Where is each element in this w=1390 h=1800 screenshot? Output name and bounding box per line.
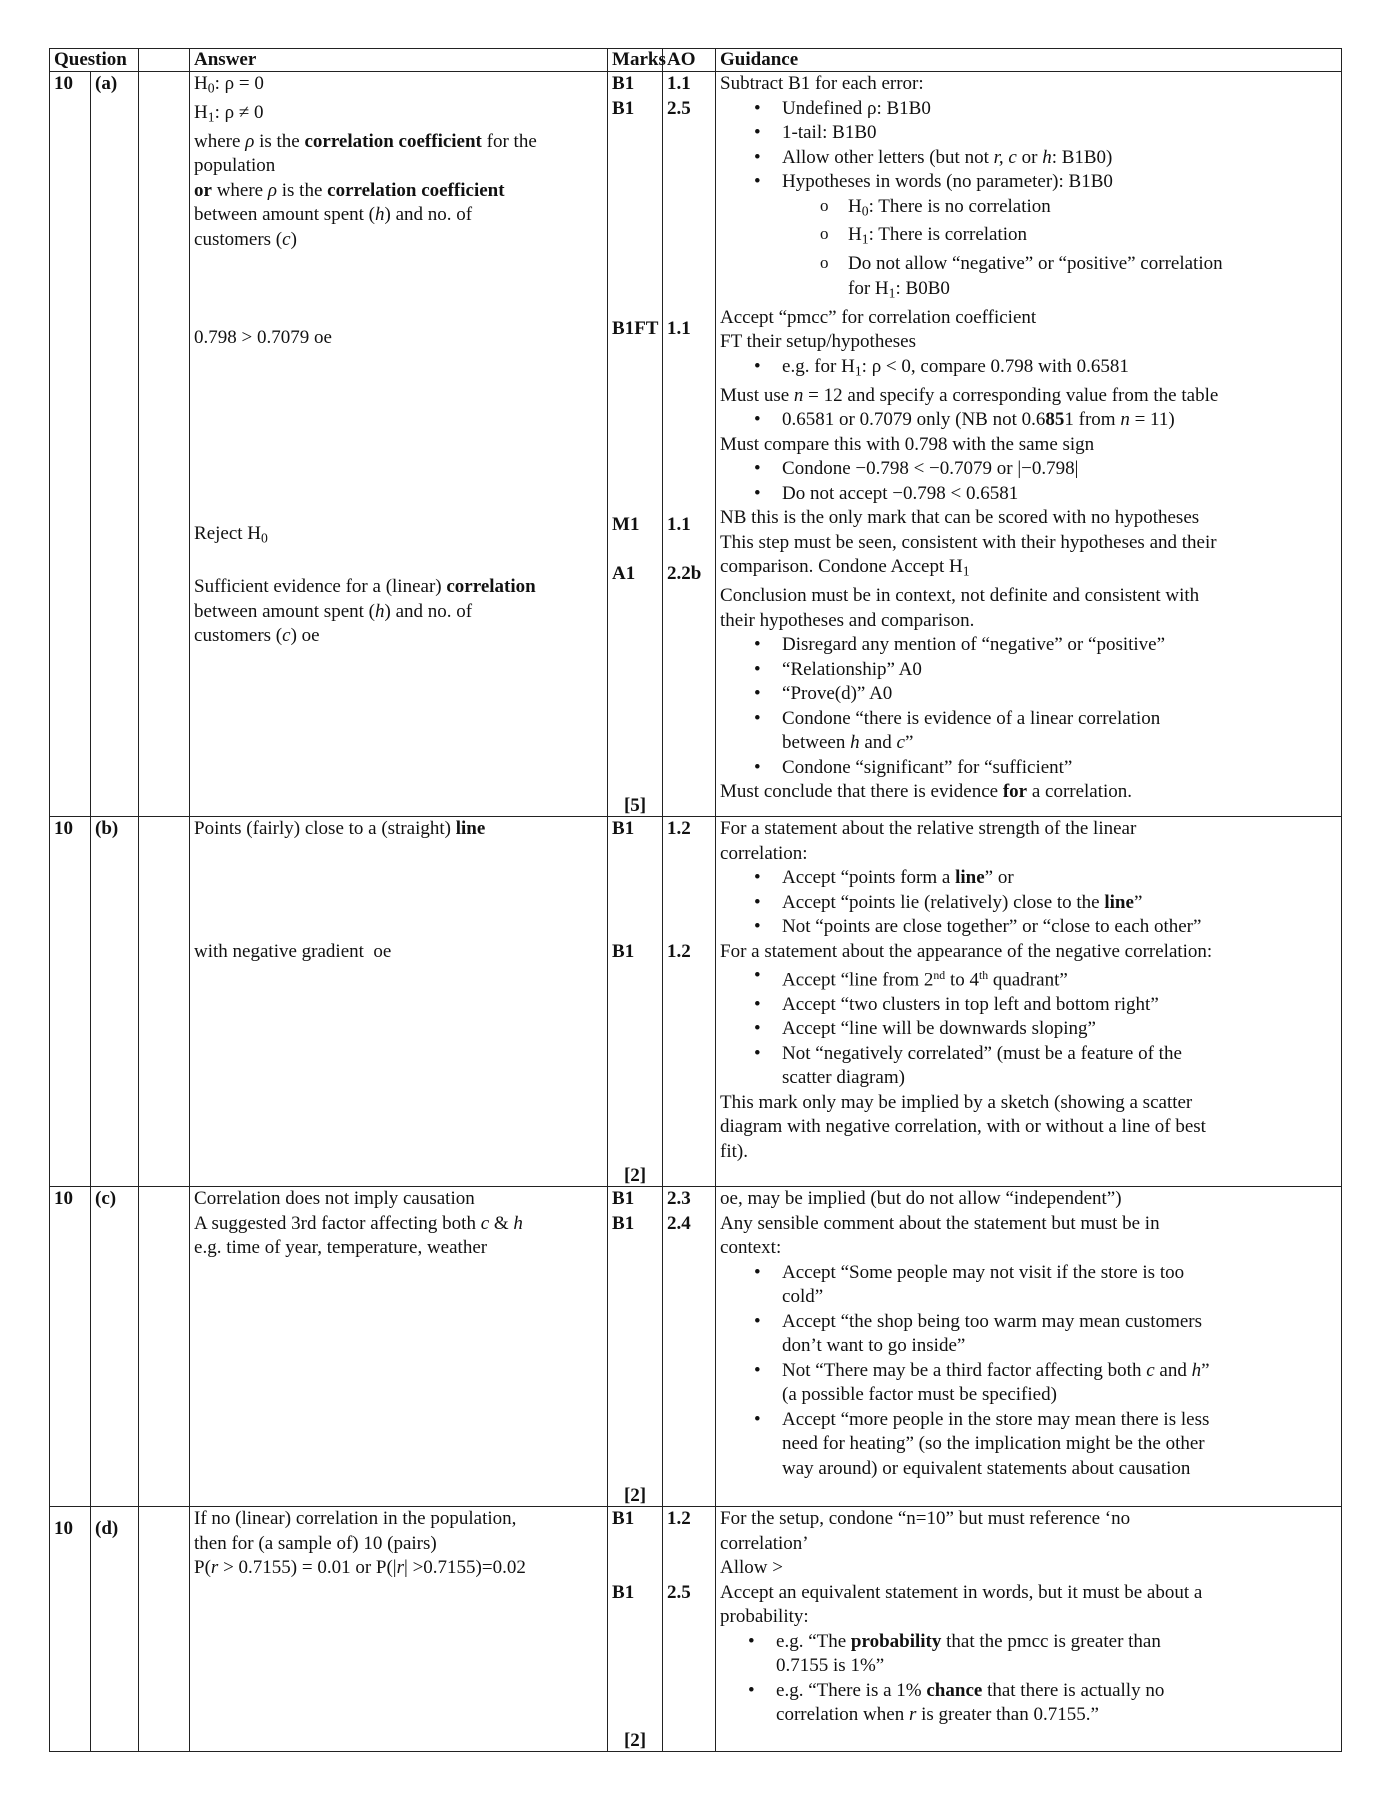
ao-cell: 2.3 2.4: [663, 1187, 716, 1507]
ao-cell: 1.2 2.5: [663, 1507, 716, 1752]
list-item: • 0.6581 or 0.7079 only (NB not 0.6851 from n = 11): [782, 408, 1337, 433]
list-item: • Accept “points lie (relatively) close to the line”: [782, 891, 1337, 916]
list-item: • Accept “line will be downwards sloping”: [782, 1017, 1337, 1042]
marks-total: [2]: [623, 1484, 647, 1506]
list-item: • Not “points are close together” or “close to each other”: [782, 915, 1337, 940]
list-item: • Accept “Some people may not visit if the store is too cold”: [782, 1261, 1337, 1310]
list-item: • Disregard any mention of “negative” or “positive”: [782, 633, 1337, 658]
question-part: (b): [91, 817, 139, 1187]
marks-cell: B1 B1 [2]: [608, 817, 663, 1187]
question-part: (a): [91, 72, 139, 817]
header-answer: Answer: [190, 49, 608, 72]
marks-total: [2]: [623, 1729, 647, 1751]
list-item: • “Prove(d)” A0: [782, 682, 1337, 707]
guidance-cell: For the setup, condone “n=10” but must reference ‘no correlation’ Allow > Accept an equivalent statement in words, but it must be about a probability: • e.g. “The probability that the pmcc is greater than 0.7155 is 1%” • e.g. “There is a 1% chance that there is actually no correlation when r is greater than 0.7155.”: [716, 1507, 1342, 1752]
question-part: (d): [91, 1507, 139, 1752]
list-item: • Accept “two clusters in top left and bottom right”: [782, 993, 1337, 1018]
marks-total: [5]: [623, 794, 647, 816]
guidance-cell: Subtract B1 for each error: • Undefined ρ: B1B0 • 1-tail: B1B0 • Allow other letters (but not r, c or h: B1B0) • Hypotheses in words (no parameter): B1B0 o $H_0$: There is no correlation o $H_1$: There is correlation o Do not allow “negative” or “positive” correlation for $H_1$: B0B0 Accept “pmcc” for correlation coefficient FT their setup/hypotheses • e.g. for $H_1$: ρ < 0, compare 0.798 with 0.6581 Must use n = 12 and specify a corresponding value from the table • 0.6581 or 0.7079 only (NB not 0.6851 from n = 11) Must compare this with 0.798 with the same sign • Condone −0.798 < −0.7079 or |−0.798| • Do not accept −0.798 < 0.6581 NB this is the only mark that can be scored with no hypotheses This step must be seen, consistent with their hypotheses and their comparison. Condone Accept $H_1$ Conclusion must be in context, not definite and consistent with their hypotheses and comparison. • Disregard any mention of “negative” or “positive” • “Relationship” A0 • “Prove(d)” A0 • Condone “there is evidence of a linear correlation between h and c” • Condone “significant” for “sufficient” Must conclude that there is evidence for a correlation.: [716, 72, 1342, 817]
header-ao: AO: [663, 49, 716, 72]
answer-cell: $H_0$: ρ = 0 $H_1$: ρ ≠ 0 where ρ is the correlation coefficient for the population or where ρ is the correlation coefficient between amount spent (h) and no. of customers (c) 0.798 > 0.7079 oe Reject $H_0$ Sufficient evidence for a (linear) correlation between amount spent (h) and no. of customers (c) oe: [190, 72, 608, 817]
list-item: • e.g. “The probability that the pmcc is greater than 0.7155 is 1%”: [776, 1630, 1337, 1679]
blank-cell: [139, 1507, 190, 1752]
row-10c: [50, 1187, 1342, 1507]
ao-cell: 1.2 1.2: [663, 817, 716, 1187]
header-row: [50, 49, 1342, 72]
marks-cell: B1 B1 [2]: [608, 1187, 663, 1507]
list-item: o $H_1$: There is correlation: [848, 223, 1337, 252]
list-item: • Condone “significant” for “sufficient”: [782, 756, 1337, 781]
header-guidance: Guidance: [716, 49, 1342, 72]
row-10d: [50, 1507, 1342, 1752]
guidance-cell: oe, may be implied (but do not allow “independent”) Any sensible comment about the statement but must be in context: • Accept “Some people may not visit if the store is too cold” • Accept “the shop being too warm may mean customers don’t want to go inside” • Not “There may be a third factor affecting both c and h” (a possible factor must be specified) • Accept “more people in the store may mean there is less need for heating” (so the implication might be the other way around) or equivalent statements about causation: [716, 1187, 1342, 1507]
list-item: • Not “There may be a third factor affecting both c and h” (a possible factor must be specified): [782, 1359, 1337, 1408]
list-item: • Condone “there is evidence of a linear correlation between h and c”: [782, 707, 1337, 756]
list-item: • 1-tail: B1B0: [782, 121, 1337, 146]
list-item: o $H_0$: There is no correlation: [848, 195, 1337, 224]
header-question: Question: [50, 49, 139, 72]
row-10a: [50, 72, 1342, 817]
row-10b: [50, 817, 1342, 1187]
blank-cell: [139, 1187, 190, 1507]
list-item: • Hypotheses in words (no parameter): B1B0: [782, 170, 1337, 195]
question-number: 10: [50, 72, 91, 817]
header-blank: [139, 49, 190, 72]
blank-cell: [139, 817, 190, 1187]
list-item: • Accept “line from 2nd to 4th quadrant”: [782, 964, 1337, 993]
list-item: • Accept “more people in the store may mean there is less need for heating” (so the implication might be the other way around) or equivalent statements about causation: [782, 1408, 1337, 1482]
question-number: 10: [50, 1507, 91, 1752]
question-number: 10: [50, 817, 91, 1187]
list-item: • Do not accept −0.798 < 0.6581: [782, 482, 1337, 507]
list-item: • Allow other letters (but not r, c or h: B1B0): [782, 146, 1337, 171]
mark-scheme-table: [49, 48, 1342, 1752]
marks-cell: B1 B1 [2]: [608, 1507, 663, 1752]
list-item: • Condone −0.798 < −0.7079 or |−0.798|: [782, 457, 1337, 482]
list-item: • Accept “the shop being too warm may mean customers don’t want to go inside”: [782, 1310, 1337, 1359]
answer-compare: 0.798 > 0.7079 oe: [194, 326, 332, 348]
list-item: • “Relationship” A0: [782, 658, 1337, 683]
list-item: • Undefined ρ: B1B0: [782, 97, 1337, 122]
marks-cell: B1 B1 B1FT M1 A1 [5]: [608, 72, 663, 817]
header-marks: Marks: [608, 49, 663, 72]
answer-cell: Points (fairly) close to a (straight) line with negative gradient oe: [190, 817, 608, 1187]
list-item: • Accept “points form a line” or: [782, 866, 1337, 891]
blank-cell: [139, 72, 190, 817]
list-item: • e.g. for $H_1$: ρ < 0, compare 0.798 with 0.6581: [782, 355, 1337, 384]
question-part: (c): [91, 1187, 139, 1507]
ao-cell: 1.1 2.5 1.1 1.1 2.2b: [663, 72, 716, 817]
marks-total: [2]: [623, 1164, 647, 1186]
list-item: • Not “negatively correlated” (must be a feature of the scatter diagram): [782, 1042, 1337, 1091]
answer-cell: Correlation does not imply causation A suggested 3rd factor affecting both c & h e.g. time of year, temperature, weather: [190, 1187, 608, 1507]
list-item: o Do not allow “negative” or “positive” correlation for $H_1$: B0B0: [848, 252, 1337, 305]
answer-cell: If no (linear) correlation in the population, then for (a sample of) 10 (pairs) P(r > 0.7155) = 0.01 or P(|r| >0.7155)=0.02: [190, 1507, 608, 1752]
question-number: 10: [50, 1187, 91, 1507]
list-item: • e.g. “There is a 1% chance that there is actually no correlation when r is greater than 0.7155.”: [776, 1679, 1337, 1728]
guidance-cell: For a statement about the relative strength of the linear correlation: • Accept “points form a line” or • Accept “points lie (relatively) close to the line” • Not “points are close together” or “close to each other” For a statement about the appearance of the negative correlation: • Accept “line from 2nd to 4th quadrant” • Accept “two clusters in top left and bottom right” • Accept “line will be downwards sloping” • Not “negatively correlated” (must be a feature of the scatter diagram) This mark only may be implied by a sketch (showing a scatter diagram with negative correlation, with or without a line of best fit).: [716, 817, 1342, 1187]
